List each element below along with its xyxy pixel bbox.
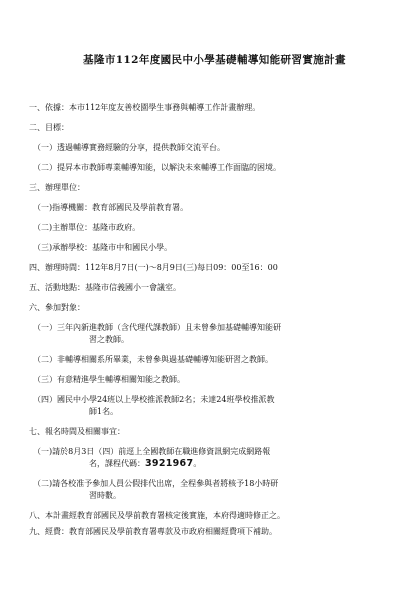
- section-goals: [29, 123, 400, 173]
- registration-item-1: （一)請於8月3日（四）前逕上全國教師在職進修資訊網完成網路報: [33, 447, 271, 456]
- location-text: 五、活動地點：基隆市信義國小一會議室。: [29, 283, 181, 292]
- document-title: 基隆市112年度國民中小學基礎輔導知能研習實施計畫: [83, 54, 346, 66]
- section-approval: [29, 511, 400, 521]
- organizer-item-2: （二)主辦單位：基隆市政府。: [33, 223, 141, 232]
- section-organizers: [29, 183, 400, 253]
- funding-text: 九、經費：教育部國民及學前教育署專款及市政府相關經費項下補助。: [29, 527, 277, 536]
- organizer-item-3: （三)承辦學校：基隆市中和國民小學。: [33, 243, 173, 252]
- section-funding: [29, 527, 400, 537]
- organizers-heading: 三、辦理單位：: [29, 183, 85, 192]
- approval-text: 八、本計畫經教育部國民及學前教育署核定後實施，本府得適時修正之。: [29, 511, 285, 520]
- basis-text: 一、依據：本市112年度友善校園學生事務與輔導工作計畫辦理。: [29, 103, 261, 112]
- section-registration: [29, 427, 400, 501]
- time-text: 四、辦理時間：112年8月7日(一)～8月9日(三)每日09：00至16：00: [29, 263, 278, 272]
- registration-heading: 七、報名時間及相關事宜：: [29, 427, 125, 436]
- registration-item-2: （二)請各校准予參加人員公假排代出席，全程參與者將核予18小時研: [33, 479, 279, 488]
- participant-item-4: （四）國民中小學24班以上學校推派教師2名；未達24班學校推派教: [33, 395, 275, 404]
- goal-item-1: （一）透過輔導實務經驗的分享，提供教師交流平台。: [33, 143, 225, 152]
- participant-item-1-cont: 習之教師。: [89, 335, 129, 344]
- participant-item-2: （二）非輔導相關系所畢業，未曾參與過基礎輔導知能研習之教師。: [33, 355, 273, 364]
- section-participants: [29, 303, 400, 417]
- participants-heading: 六、參加對象：: [29, 303, 85, 312]
- participant-item-1: （一）三年內新進教師（含代理代課教師）且未曾參加基礎輔導知能研: [33, 323, 281, 332]
- course-code: 3921967: [145, 458, 194, 469]
- course-code-label: 名，課程代碼：: [89, 459, 145, 468]
- organizer-item-1: （一)指導機關：教育部國民及學前教育署。: [33, 203, 189, 212]
- goals-heading: 二、目標：: [29, 123, 69, 132]
- registration-item-2-cont: 習時數。: [89, 491, 121, 500]
- registration-item-1-cont: [33, 459, 400, 469]
- section-location: [29, 283, 400, 293]
- section-basis: [29, 103, 400, 113]
- section-time: [29, 263, 400, 273]
- goal-item-2: （二）提昇本市教師專業輔導知能，以解決未來輔導工作面臨的困境。: [33, 163, 281, 172]
- participant-item-4-cont: 師1名。: [89, 407, 119, 416]
- course-code-suffix: 。: [193, 459, 202, 468]
- participant-item-3: （三）有意精進學生輔導相關知能之教師。: [33, 375, 185, 384]
